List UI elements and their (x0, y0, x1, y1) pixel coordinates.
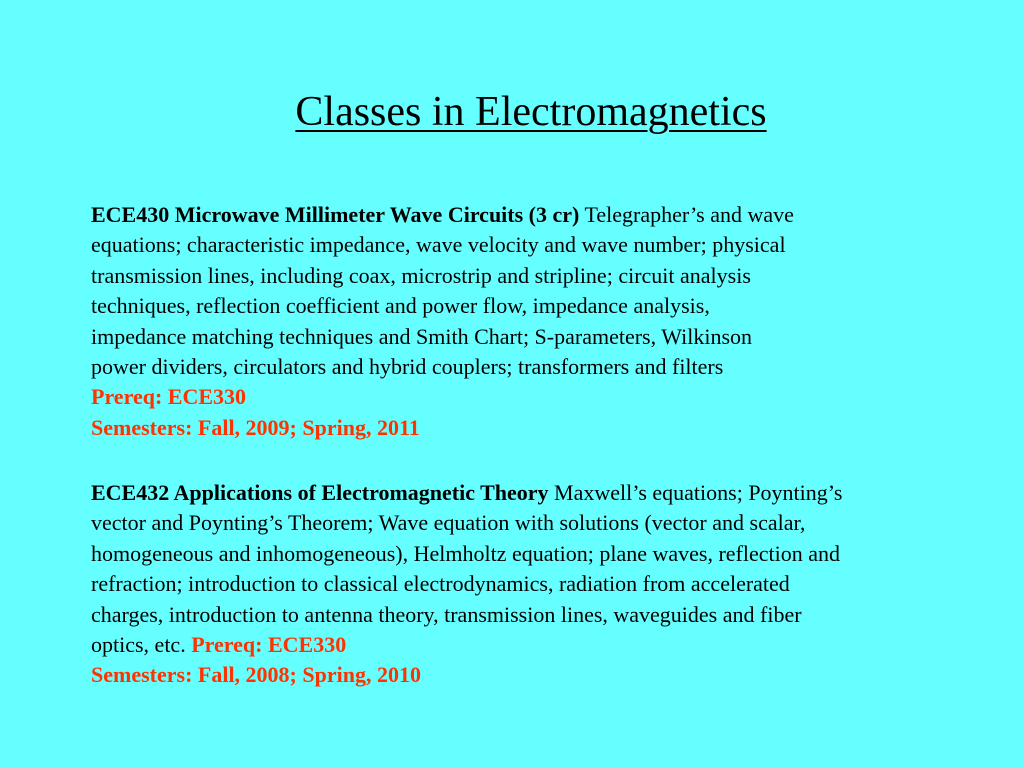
course-prereq: Prereq: ECE330 (191, 632, 347, 658)
course-ece432 (91, 478, 971, 691)
course-description-line: Telegrapher’s and wave (584, 202, 794, 227)
course-prereq: Prereq: ECE330 (91, 384, 246, 410)
course-line (91, 630, 971, 660)
course-description-line: transmission lines, including coax, microstrip and stripline; circuit analysis (91, 262, 751, 288)
course-semesters: Semesters: Fall, 2008; Spring, 2010 (91, 662, 421, 688)
course-line (91, 200, 971, 230)
course-description-line: vector and Poynting’s Theorem; Wave equation with solutions (vector and scalar, (91, 510, 806, 536)
course-description-line: equations; characteristic impedance, wave velocity and wave number; physical (91, 232, 786, 258)
course-description-line: techniques, reflection coefficient and power flow, impedance analysis, (91, 293, 710, 319)
course-description-line: impedance matching techniques and Smith Chart; S-parameters, Wilkinson (91, 323, 752, 349)
course-ece430 (91, 200, 971, 443)
course-line (91, 478, 971, 508)
course-description-line: homogeneous and inhomogeneous), Helmholtz equation; plane waves, reflection and (91, 540, 841, 566)
course-description-line: power dividers, circulators and hybrid couplers; transformers and filters (91, 354, 724, 380)
course-name: ECE430 Microwave Millimeter Wave Circuits (3 cr) (91, 202, 580, 227)
course-description-line: optics, etc. (91, 632, 186, 658)
course-description-line: charges, introduction to antenna theory, transmission lines, waveguides and fiber (91, 601, 802, 627)
slide-title: Classes in Electromagnetics (295, 89, 767, 135)
course-description-line: Maxwell’s equations; Poynting’s (554, 480, 843, 505)
course-name: ECE432 Applications of Electromagnetic Theory (91, 480, 549, 505)
course-semesters: Semesters: Fall, 2009; Spring, 2011 (91, 414, 420, 440)
course-description-line: refraction; introduction to classical electrodynamics, radiation from accelerated (91, 571, 790, 597)
